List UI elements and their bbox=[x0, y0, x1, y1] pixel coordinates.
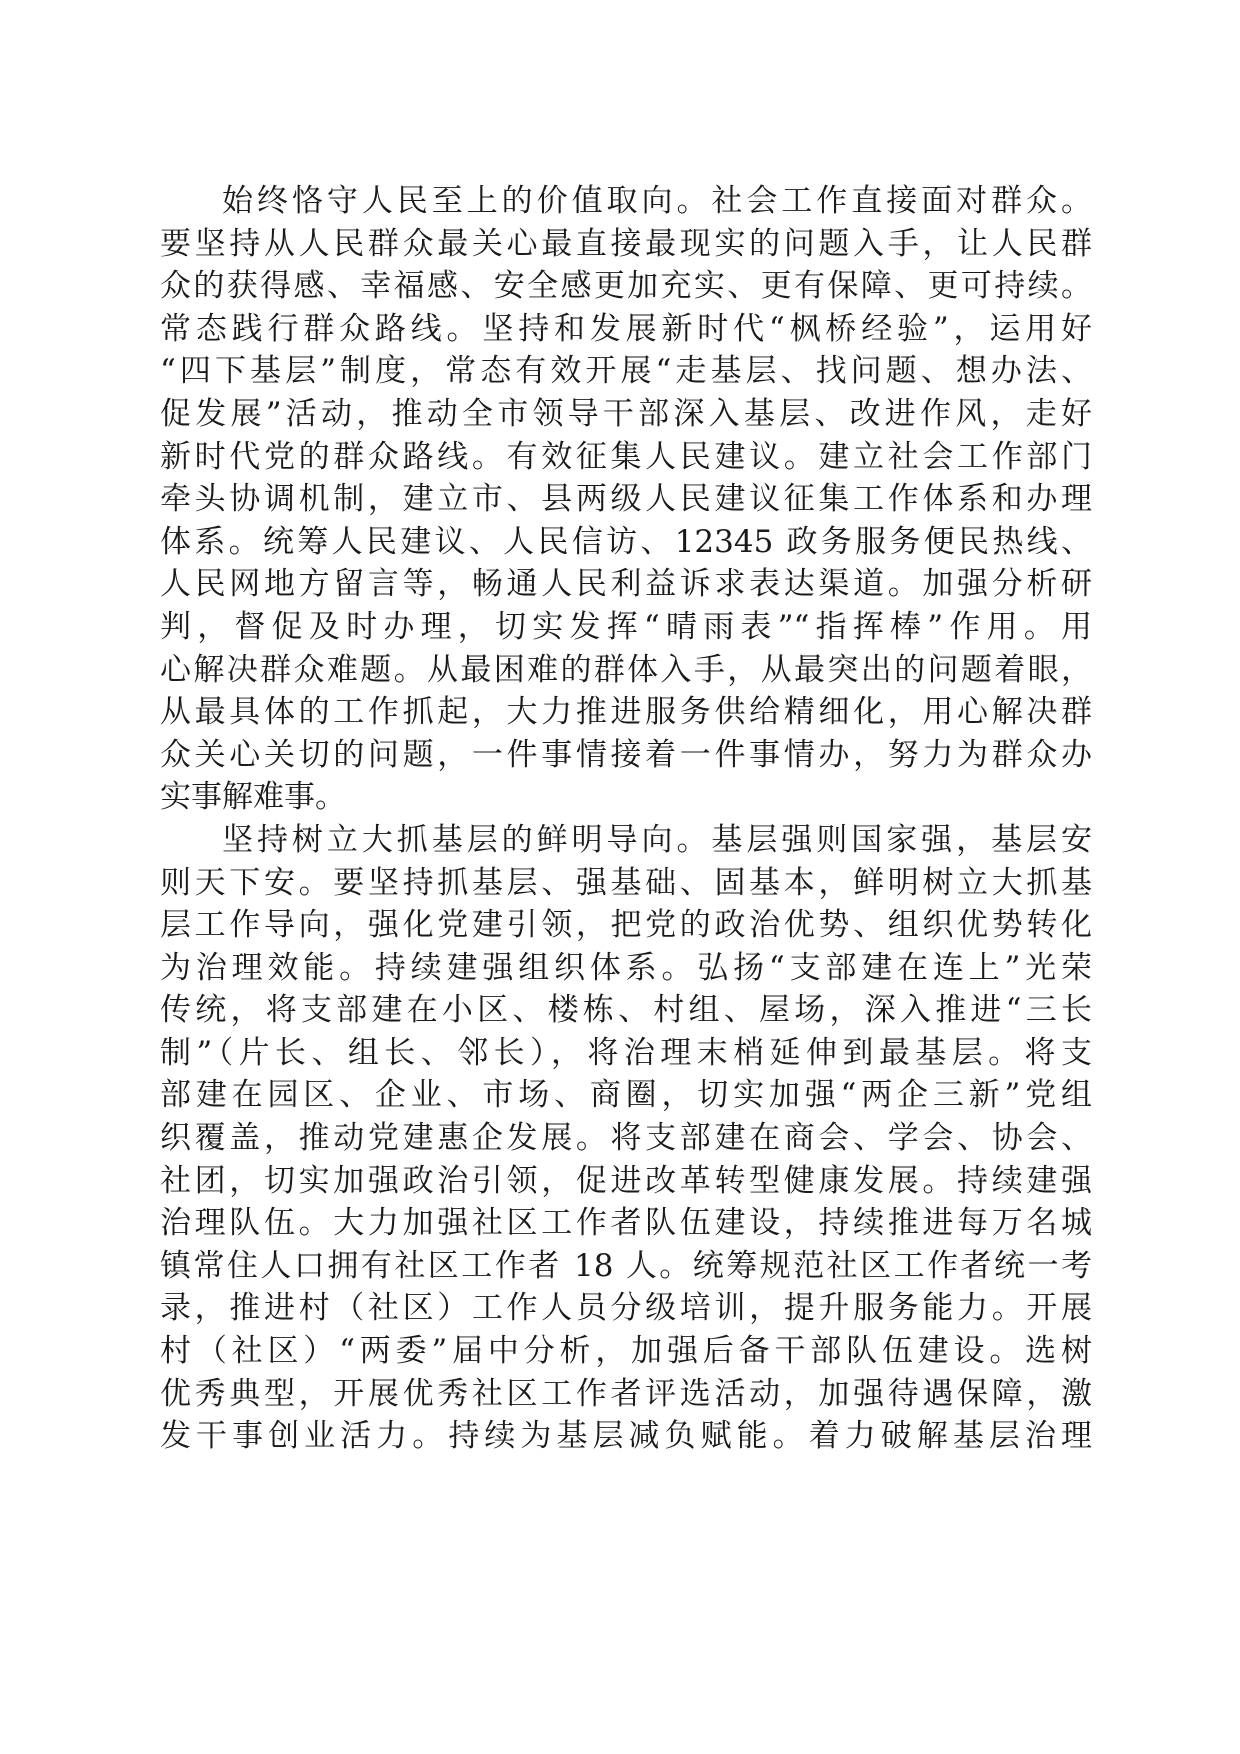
text-line: 部建在园区、企业、市场、商圈，切实加强“两企三新”党组 bbox=[160, 1077, 1092, 1114]
text-line: 则天下安。要坚持抓基层、强基础、固基本，鲜明树立大抓基 bbox=[160, 864, 1092, 901]
text-line: 众的获得感、幸福感、安全感更加充实、更有保障、更可持续。 bbox=[160, 268, 1092, 305]
text-line: 要坚持从人民群众最关心最直接最现实的问题入手，让人民群 bbox=[160, 225, 1092, 262]
text-line: 判，督促及时办理，切实发挥“晴雨表”“指挥棒”作用。用 bbox=[160, 608, 1092, 645]
text-line: 发干事创业活力。持续为基层减负赋能。着力破解基层治理 bbox=[160, 1418, 1092, 1455]
text-line: 治理队伍。大力加强社区工作者队伍建设，持续推进每万名城 bbox=[160, 1205, 1092, 1242]
text-line: 牵头协调机制，建立市、县两级人民建议征集工作体系和办理 bbox=[160, 481, 1092, 518]
text-line: 录，推进村（社区）工作人员分级培训，提升服务能力。开展 bbox=[160, 1290, 1092, 1327]
text-line: 镇常住人口拥有社区工作者 18 人。统筹规范社区工作者统一考 bbox=[160, 1247, 1092, 1284]
text-line: 体系。统筹人民建议、人民信访、12345 政务服务便民热线、 bbox=[160, 523, 1092, 560]
text-line: 实事解难事。 bbox=[160, 779, 346, 816]
text-line: 层工作导向，强化党建引领，把党的政治优势、组织优势转化 bbox=[160, 907, 1092, 944]
paragraph-people-first bbox=[160, 180, 1092, 819]
body-text bbox=[160, 180, 1092, 1458]
text-line: 制”（片长、组长、邻长），将治理末梢延伸到最基层。将支 bbox=[160, 1034, 1092, 1071]
text-line: 常态践行群众路线。坚持和发展新时代“枫桥经验”，运用好 bbox=[160, 310, 1092, 347]
text-line: 心解决群众难题。从最困难的群体入手，从最突出的问题着眼， bbox=[160, 651, 1092, 688]
text-line: “四下基层”制度，常态有效开展“走基层、找问题、想办法、 bbox=[160, 353, 1092, 390]
text-line: 始终恪守人民至上的价值取向。社会工作直接面对群众。 bbox=[222, 183, 1092, 219]
text-line: 人民网地方留言等，畅通人民利益诉求表达渠道。加强分析研 bbox=[160, 566, 1092, 603]
text-line: 新时代党的群众路线。有效征集人民建议。建立社会工作部门 bbox=[160, 438, 1092, 475]
text-line: 坚持树立大抓基层的鲜明导向。基层强则国家强，基层安 bbox=[222, 821, 1092, 858]
text-line: 织覆盖，推动党建惠企发展。将支部建在商会、学会、协会、 bbox=[160, 1120, 1092, 1157]
text-line: 村（社区）“两委”届中分析，加强后备干部队伍建设。选树 bbox=[160, 1333, 1092, 1370]
text-line: 促发展”活动，推动全市领导干部深入基层、改进作风，走好 bbox=[160, 395, 1092, 432]
text-line: 从最具体的工作抓起，大力推进服务供给精细化，用心解决群 bbox=[160, 694, 1092, 731]
text-line: 为治理效能。持续建强组织体系。弘扬“支部建在连上”光荣 bbox=[160, 949, 1092, 986]
text-line: 众关心关切的问题，一件事情接着一件事情办，努力为群众办 bbox=[160, 736, 1092, 773]
paragraph-grassroots bbox=[160, 819, 1092, 1458]
text-line: 优秀典型，开展优秀社区工作者评选活动，加强待遇保障，激 bbox=[160, 1375, 1092, 1412]
text-line: 传统，将支部建在小区、楼栋、村组、屋场，深入推进“三长 bbox=[160, 992, 1092, 1029]
text-line: 社团，切实加强政治引领，促进改革转型健康发展。持续建强 bbox=[160, 1162, 1092, 1199]
